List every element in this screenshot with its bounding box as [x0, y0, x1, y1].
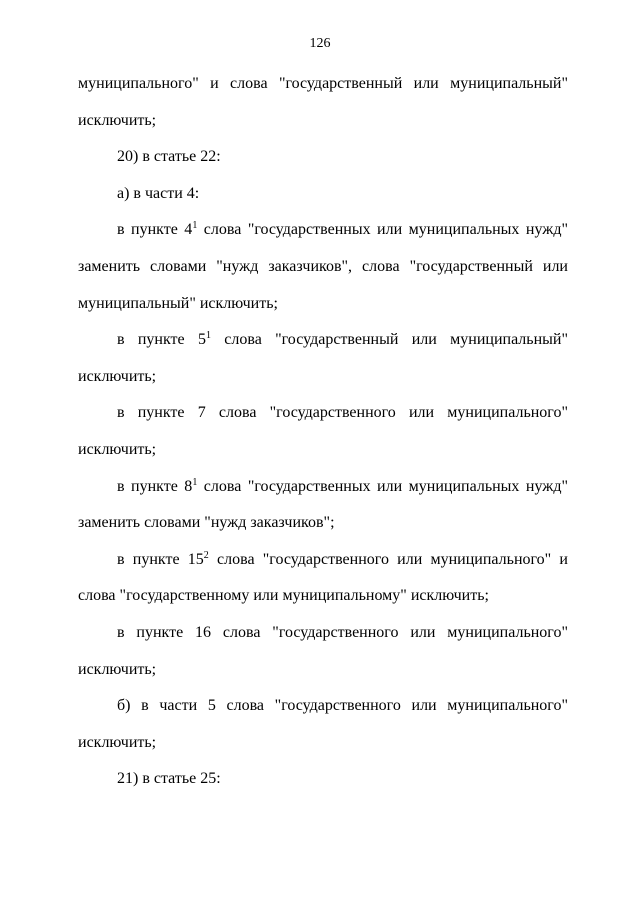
text-line: муниципального" и слова "государственный или муниципальный" [78, 75, 568, 92]
superscript-index: 1 [205, 330, 211, 342]
superscript-index: 2 [203, 549, 209, 561]
page-number: 126 [309, 36, 331, 51]
text-line [78, 548, 568, 585]
text-line: в пункте 7 слова "государственного или муниципального" [117, 404, 568, 422]
text-line: исключить; [78, 440, 157, 458]
text-line: б) в части 5 слова "государственного или муниципального" [117, 697, 568, 715]
text-line [78, 218, 568, 255]
text-line: в пункте 16 слова "государственного или муниципального" [117, 623, 568, 641]
text-segment: в пункте 8 [117, 477, 193, 495]
text-segment: в пункте 15 [117, 550, 204, 568]
text-line: исключить; [78, 367, 157, 385]
text-line: исключить; [78, 660, 157, 678]
superscript-index: 1 [192, 220, 198, 232]
superscript-index: 1 [192, 476, 198, 488]
text-line: исключить; [78, 111, 157, 129]
text-line: заменить словами "нужд заказчиков", слова "государственный или [78, 257, 568, 275]
text-line: 20) в статье 22: [117, 148, 221, 166]
document-body [78, 72, 568, 804]
text-line: 21) в статье 25: [117, 770, 221, 788]
text-line: слова "государственному или муниципальному" исключить; [78, 587, 489, 605]
text-segment: слова "государственный или муниципальный" [210, 331, 568, 349]
text-line: заменить словами "нужд заказчиков"; [78, 514, 335, 532]
text-line [78, 328, 568, 365]
text-segment: в пункте 4 [117, 221, 193, 239]
text-segment: слова "государственных или муниципальных нужд" [197, 221, 568, 239]
text-segment: в пункте 5 [117, 331, 206, 349]
text-segment: слова "государственных или муниципальных нужд" [197, 477, 568, 495]
text-line [78, 475, 568, 512]
text-segment: слова "государственного или муниципального" и [208, 550, 568, 568]
text-line: исключить; [78, 733, 157, 751]
text-line: а) в части 4: [117, 184, 200, 202]
text-line: муниципальный" исключить; [78, 294, 278, 312]
